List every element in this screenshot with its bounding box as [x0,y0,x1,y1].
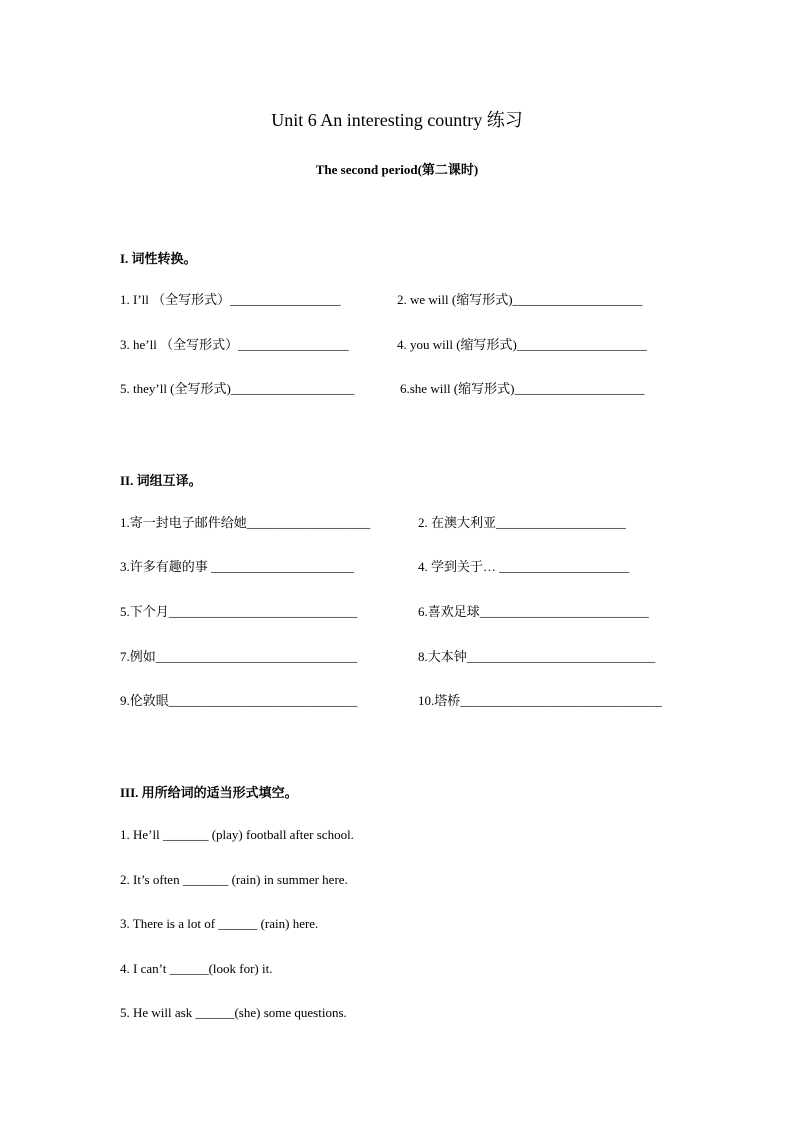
section-3-item-1: 1. He’ll _______ (play) football after school. [120,827,354,842]
section-2-item-9: 9.伦敦眼_____________________________ [120,693,358,708]
section-2-item-2: 2. 在澳大利亚____________________ [418,515,627,530]
section-3-item-5: 5. He will ask ______(she) some questions. [120,1005,347,1020]
page-subtitle: The second period(第二课时) [315,162,479,177]
section-2-item-6: 6.喜欢足球__________________________ [418,604,649,619]
section-3-item-3: 3. There is a lot of ______ (rain) here. [120,916,319,931]
section-1-item-6: 6.she will (缩写形式)____________________ [400,381,645,396]
section-2-item-5: 5.下个月_____________________________ [120,604,358,619]
section-1-heading: I. 词性转换。 [120,251,197,266]
section-2-heading: II. 词组互译。 [120,473,202,488]
section-1-item-4: 4. you will (缩写形式)____________________ [397,337,647,352]
section-1-item-2: 2. we will (缩写形式)____________________ [397,292,643,307]
section-1-item-3: 3. he’ll （全写形式）_________________ [120,337,349,352]
section-1-item-5: 5. they’ll (全写形式)___________________ [120,381,355,396]
section-2-item-10: 10.塔桥_______________________________ [418,693,662,708]
section-2-item-7: 7.例如_______________________________ [120,649,358,664]
section-3-item-2: 2. It’s often _______ (rain) in summer here. [120,872,348,887]
section-2-item-1: 1.寄一封电子邮件给她___________________ [120,515,371,530]
section-3-heading: III. 用所给词的适当形式填空。 [120,785,298,800]
section-1-item-1: 1. I’ll （全写形式）_________________ [120,292,341,307]
section-2-item-3: 3.许多有趣的事 ______________________ [120,559,355,574]
section-2-item-4: 4. 学到关于… ____________________ [418,559,630,574]
section-2-item-8: 8.大本钟_____________________________ [418,649,656,664]
page-title: Unit 6 An interesting country 练习 [271,110,523,130]
section-3-item-4: 4. I can’t ______(look for) it. [120,961,273,976]
